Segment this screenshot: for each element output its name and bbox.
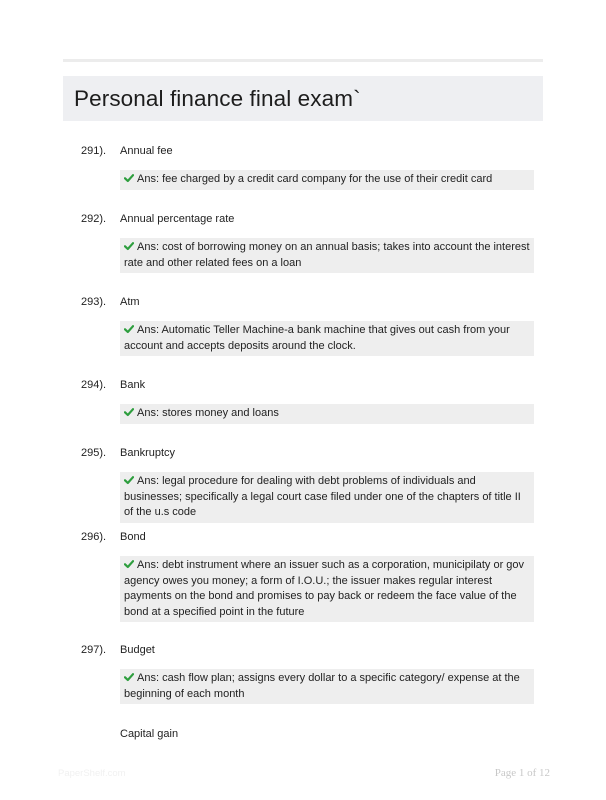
question-number: 292). xyxy=(81,213,107,225)
question-number: 293). xyxy=(81,296,107,308)
question-term: Capital gain xyxy=(120,728,179,740)
question-number: 291). xyxy=(81,145,107,157)
question-term: Annual percentage rate xyxy=(120,213,235,225)
question-number: 297). xyxy=(81,644,107,656)
question-term: Bond xyxy=(120,531,146,543)
footer-watermark: PaperShelf.com xyxy=(58,768,126,779)
question-number: 294). xyxy=(81,379,107,391)
question-term: Annual fee xyxy=(120,145,173,157)
answer-box xyxy=(120,170,534,190)
answer-box xyxy=(120,404,534,424)
answer-text: Ans: cash flow plan; assigns every dollar to a specific category/ expense at the beginning of each month xyxy=(124,672,520,700)
check-icon xyxy=(124,672,134,682)
answer-box xyxy=(120,669,534,704)
check-icon xyxy=(124,559,134,569)
answer-text: Ans: legal procedure for dealing with debt problems of individuals and businesses; specifically a legal court case filed under one of the chapters of title II of the u.s code xyxy=(124,475,521,518)
check-icon xyxy=(124,241,134,251)
answer-box xyxy=(120,321,534,356)
question-term: Budget xyxy=(120,644,155,656)
question-number: 296). xyxy=(81,531,107,543)
answer-text: Ans: Automatic Teller Machine-a bank machine that gives out cash from your account and accepts deposits around the clock. xyxy=(124,324,510,352)
check-icon xyxy=(124,475,134,485)
answer-text: Ans: fee charged by a credit card company for the use of their credit card xyxy=(137,173,493,185)
answer-box xyxy=(120,472,534,523)
answer-box xyxy=(120,556,534,622)
page-indicator: Page 1 of 12 xyxy=(494,767,550,779)
document-title: Personal finance final exam` xyxy=(74,85,361,111)
check-icon xyxy=(124,407,134,417)
question-term: Atm xyxy=(120,296,140,308)
question-number: 295). xyxy=(81,447,107,459)
answer-text: Ans: stores money and loans xyxy=(137,407,279,419)
check-icon xyxy=(124,324,134,334)
answer-text: Ans: cost of borrowing money on an annual basis; takes into account the interest rate and other related fees on a loan xyxy=(124,241,530,269)
question-term: Bank xyxy=(120,379,146,391)
check-icon xyxy=(124,173,134,183)
answer-text: Ans: debt instrument where an issuer such as a corporation, municipilaty or gov agency owes you money; a form of I.O.U.; the issuer makes regular interest payments on the bond and promises to pay back or redeem the face value of the bond at a specified point in the future xyxy=(124,559,525,618)
question-term: Bankruptcy xyxy=(120,447,176,459)
answer-box xyxy=(120,238,534,273)
